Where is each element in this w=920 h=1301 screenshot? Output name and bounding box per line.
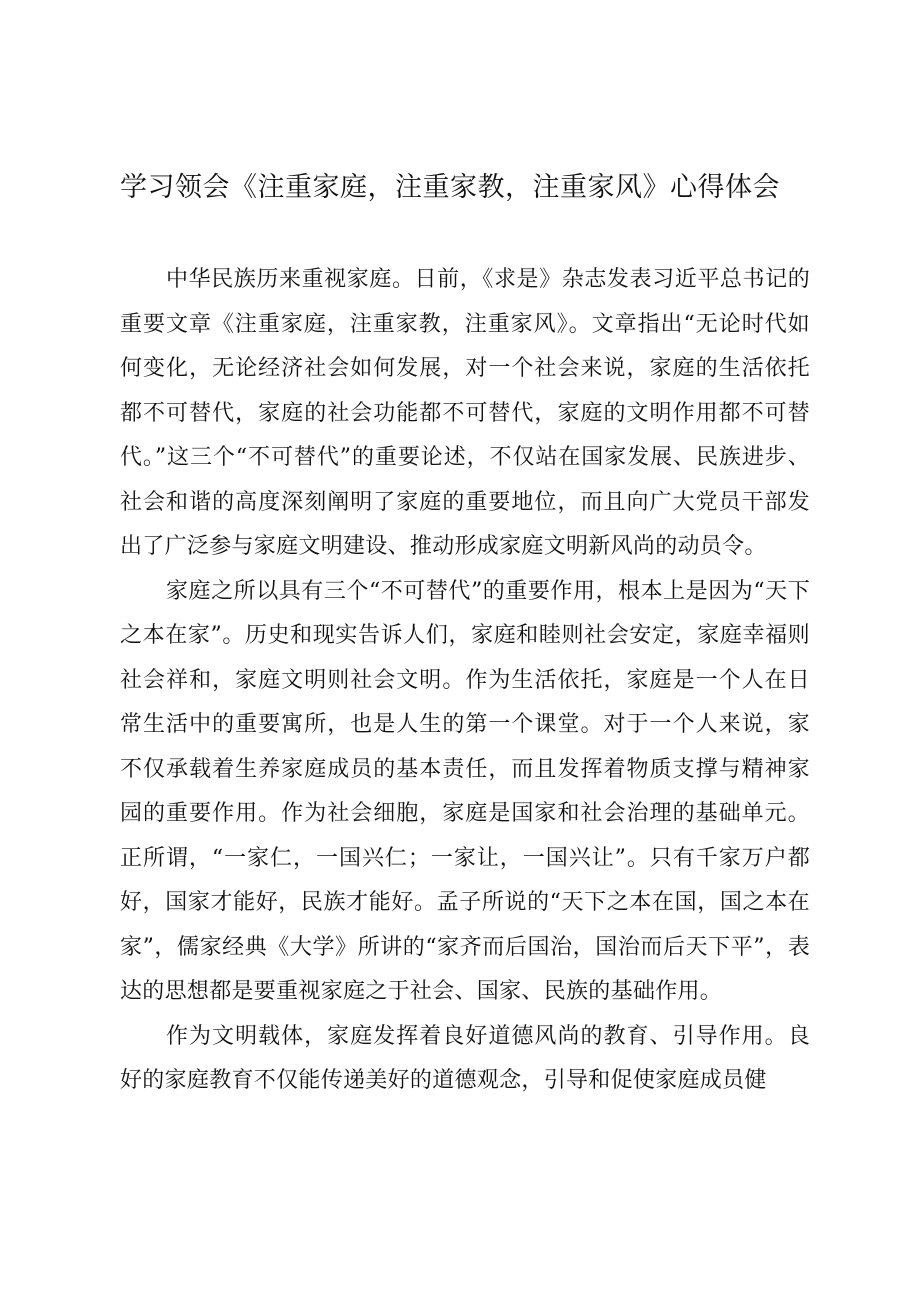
document-body [120,258,810,1104]
paragraph-2: 家庭之所以具有三个“不可替代”的重要作用，根本上是因为“天下之本在家”。历史和现实告诉人们，家庭和睦则社会安定，家庭幸福则社会祥和，家庭文明则社会文明。作为生活依托，家庭是一个人在日常生活中的重要寓所，也是人生的第一个课堂。对于一个人来说，家不仅承载着生养家庭成员的基本责任，而且发挥着物质支撑与精神家园的重要作用。作为社会细胞，家庭是国家和社会治理的基础单元。正所谓，“一家仁，一国兴仁；一家让，一国兴让”。只有千家万户都好，国家才能好，民族才能好。孟子所说的“天下之本在国，国之本在家”，儒家经典《大学》所讲的“家齐而后国治，国治而后天下平”，表达的思想都是要重视家庭之于社会、国家、民族的基础作用。 [120,578,810,1004]
paragraph-3: 作为文明载体，家庭发挥着良好道德风尚的教育、引导作用。良好的家庭教育不仅能传递美好的道德观念，引导和促使家庭成员健 [120,1023,810,1093]
document-title: 学习领会《注重家庭，注重家教，注重家风》心得体会 [120,172,780,203]
paragraph-1: 中华民族历来重视家庭。日前，《求是》杂志发表习近平总书记的重要文章《注重家庭，注重家教，注重家风》。文章指出“无论时代如何变化，无论经济社会如何发展，对一个社会来说，家庭的生活依托都不可替代，家庭的社会功能都不可替代，家庭的文明作用都不可替代。”这三个“不可替代”的重要论述，不仅站在国家发展、民族进步、社会和谐的高度深刻阐明了家庭的重要地位，而且向广大党员干部发出了广泛参与家庭文明建设、推动形成家庭文明新风尚的动员令。 [120,267,810,559]
